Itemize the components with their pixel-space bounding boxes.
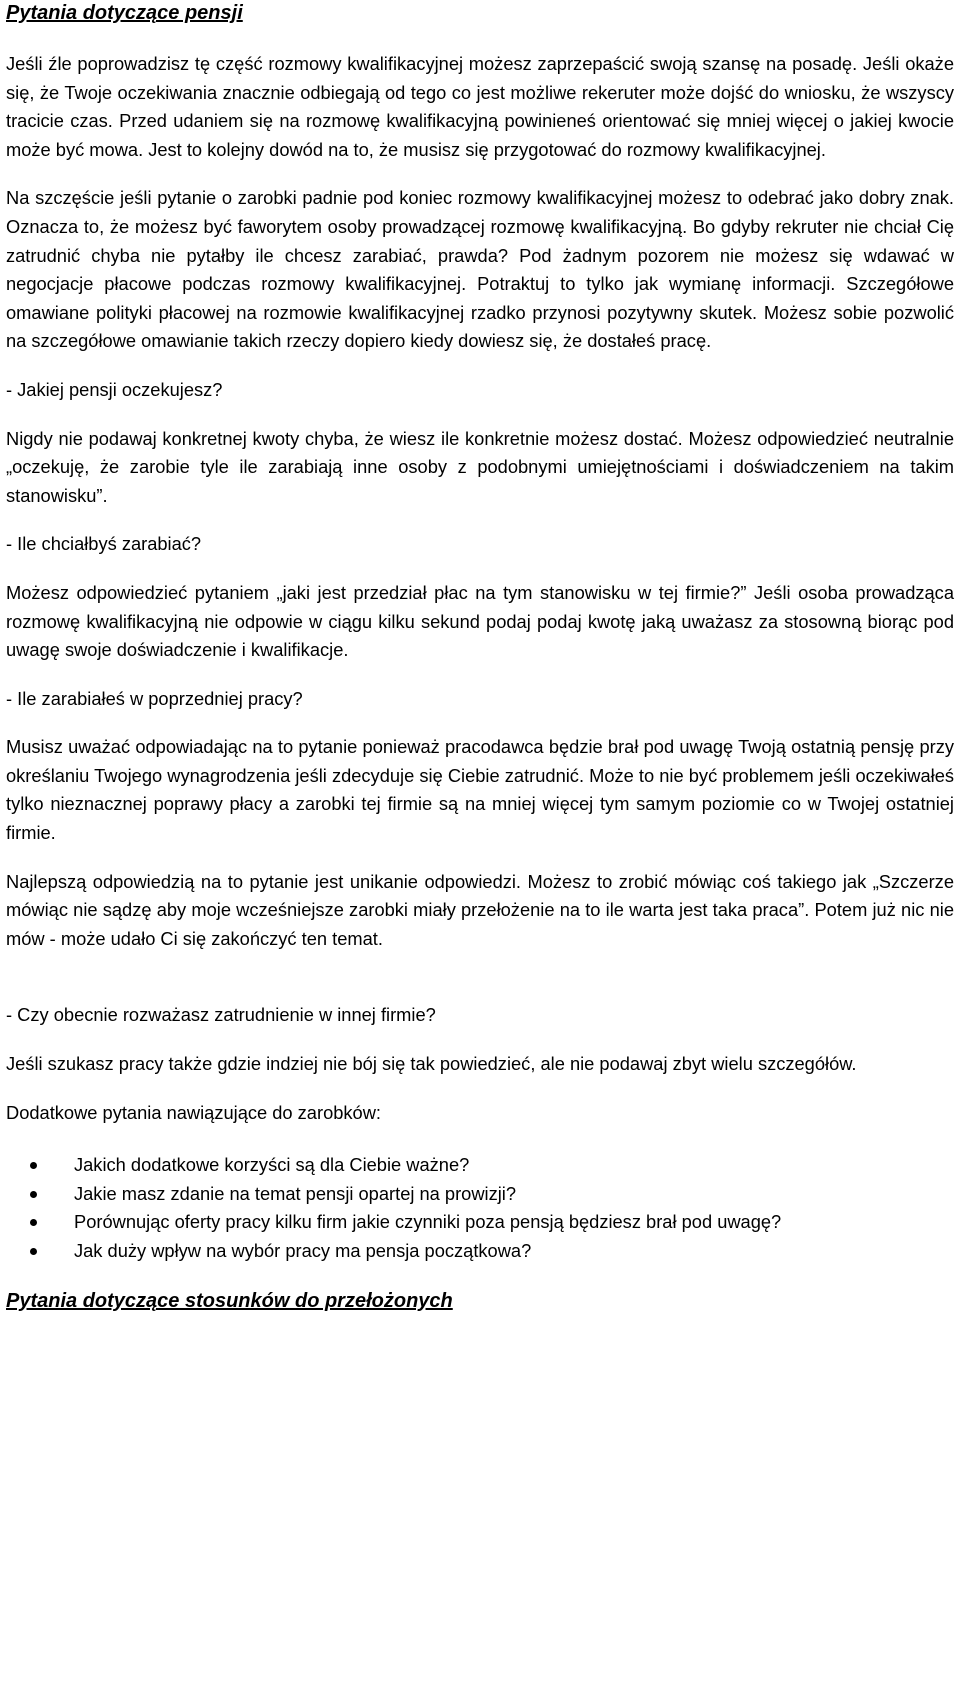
paragraph-intro: Jeśli źle poprowadzisz tę część rozmowy kwalifikacyjnej możesz zaprzepaścić swoją szansę na posadę. Jeśli okaże się, że Twoje oczekiwania znacznie odbiegają od tego co jest możliwe rekeruter może dojść do wniosku, że wszyscy tracicie czas. Przed udaniem się na rozmowę kwalifikacyjną powinieneś orientować się mniej więcej o jakiej kwocie może być mowa. Jest to kolejny dowód na to, że musisz się przygotować do rozmowy kwalifikacyjnej. (6, 53, 954, 160)
list-item-text: Jakich dodatkowe korzyści są dla Ciebie ważne? (74, 1154, 470, 1176)
paragraph-expected-salary-answer: Nigdy nie podawaj konkretnej kwoty chyba, że wiesz ile konkretnie możesz dostać. Możesz odpowiedzieć neutralnie „oczekuję, że zarobie tyle ile zarabiają inne osoby z podobnymi umiejętnościami i doświadczeniem na takim stanowisku”. (6, 427, 954, 506)
bullet-icon (30, 1162, 37, 1169)
additional-questions-list (6, 1151, 954, 1265)
list-item (6, 1151, 954, 1180)
section-heading-superiors: Pytania dotyczące stosunków do przełożonych (6, 1289, 453, 1312)
paragraph-desired-salary-answer: Możesz odpowiedzieć pytaniem „jaki jest przedział płac na tym stanowisku w tej firmie?” Jeśli osoba prowadząca rozmowę kwalifikacyjną nie odpowie w ciągu kilku sekund podaj podaj kwotę jaką uważasz za stosowną biorąc pod uwagę swoje doświadczenie i kwalifikacje. (6, 581, 954, 661)
question-other-company: - Czy obecnie rozważasz zatrudnienie w innej firmie? (6, 1004, 436, 1026)
list-item-text: Porównując oferty pracy kilku firm jakie czynniki poza pensją będziesz brał pod uwagę? (74, 1211, 782, 1233)
list-item-text: Jakie masz zdanie na temat pensji opartej na prowizji? (74, 1182, 517, 1204)
paragraph-additional-questions-intro: Dodatkowe pytania nawiązujące do zarobków: (6, 1101, 381, 1123)
bullet-icon (30, 1219, 37, 1226)
section-heading-salary: Pytania dotyczące pensji (6, 2, 243, 24)
bullet-icon (30, 1191, 37, 1198)
question-desired-salary: - Ile chciałbyś zarabiać? (6, 533, 202, 555)
bullet-icon (30, 1248, 37, 1255)
paragraph-other-company-answer: Jeśli szukasz pracy także gdzie indziej nie bój się tak powiedzieć, ale nie podawaj zbyt wielu szczegółów. (6, 1053, 857, 1075)
paragraph-previous-salary-answer: Musisz uważać odpowiadając na to pytanie ponieważ pracodawca będzie brał pod uwagę Twoją ostatnią pensję przy określaniu Twojego wynagrodzenia jeśli zdecyduje się Ciebie zatrudnić. Może to nie być problemem jeśli oczekiwałeś tylko nieznacznej poprawy płacy a zarobki tej firmie są na mniej więcej tym samym poziomie co w Twojej ostatniej firmie. (6, 736, 954, 844)
list-item (6, 1208, 954, 1237)
list-item (6, 1180, 954, 1209)
paragraph-avoid-answer: Najlepszą odpowiedzią na to pytanie jest unikanie odpowiedzi. Możesz to zrobić mówiąc coś takiego jak „Szczerze mówiąc nie sądzę aby moje wcześniejsze zarobki miały przełożenie na to ile warta jest taka praca”. Potem już nic nie mów - może udało Ci się zakończyć ten temat. (6, 870, 954, 949)
question-expected-salary: - Jakiej pensji oczekujesz? (6, 378, 223, 400)
paragraph-good-sign: Na szczęście jeśli pytanie o zarobki padnie pod koniec rozmowy kwalifikacyjnej możesz to odebrać jako dobry znak. Oznacza to, że możesz być faworytem osoby prowadzącej rozmowę kwalifikacyjną. Bo gdyby rekruter nie chciał Cię zatrudnić chyba nie pytałby ile chcesz zarabiać, prawda? Pod żadnym pozorem nie możesz się wdawać w negocjacje płacowe podczas rozmowy kwalifikacyjnej. Potraktuj to tylko jak wymianę informacji. Szczegółowe omawiane polityki płacowej na rozmowie kwalifikacyjnej rzadko przynosi pozytywny skutek. Możesz sobie pozwolić na szczegółowe omawianie takich rzeczy dopiero kiedy dowiesz się, że dostałeś pracę. (6, 187, 954, 352)
question-previous-salary: - Ile zarabiałeś w poprzedniej pracy? (6, 687, 303, 709)
list-item (6, 1237, 954, 1266)
document-page (6, 0, 954, 1314)
list-item-text: Jak duży wpływ na wybór pracy ma pensja początkowa? (74, 1240, 532, 1261)
